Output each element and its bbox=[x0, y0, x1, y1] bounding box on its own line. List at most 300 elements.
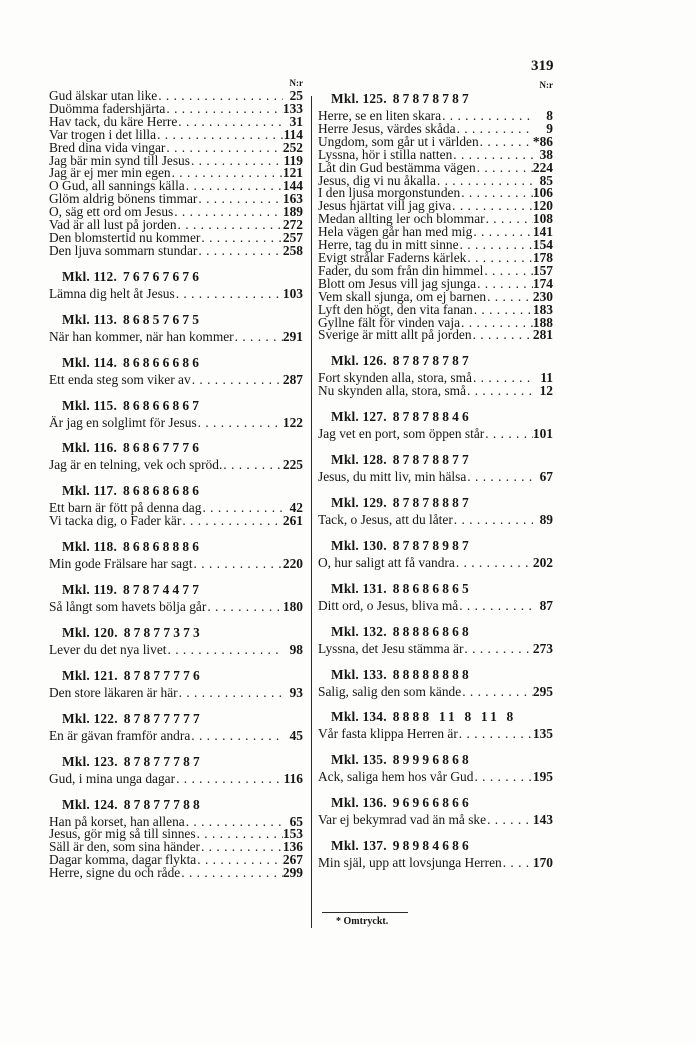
meter-label: Mkl. 128. bbox=[331, 452, 387, 468]
dot-leader bbox=[173, 206, 283, 219]
dot-leader bbox=[197, 245, 283, 258]
meter-digits: 86867776 bbox=[123, 440, 203, 456]
hymn-title: Gud, i mina unga dagar bbox=[49, 770, 176, 786]
meter-section bbox=[318, 625, 555, 656]
meter-heading bbox=[318, 410, 555, 424]
meter-label: Mkl. 133. bbox=[331, 666, 387, 682]
hymn-number: 31 bbox=[289, 113, 303, 129]
dot-leader bbox=[486, 291, 533, 304]
hymn-number: 135 bbox=[532, 726, 553, 742]
hymn-number: 9 bbox=[546, 120, 553, 136]
hymn-number: 267 bbox=[282, 852, 303, 868]
meter-heading bbox=[318, 539, 555, 553]
hymn-number: 257 bbox=[282, 229, 303, 245]
left-sections bbox=[49, 270, 305, 880]
meter-heading bbox=[318, 582, 555, 596]
meter-digits: 89996868 bbox=[392, 752, 472, 768]
meter-section bbox=[49, 484, 305, 528]
hymn-number: 180 bbox=[282, 599, 303, 615]
meter-heading bbox=[49, 270, 305, 284]
dot-leader bbox=[461, 686, 533, 699]
hymn-number: 258 bbox=[282, 242, 303, 258]
hymn-title: Vår fasta klippa Herren är bbox=[318, 726, 458, 742]
dot-leader bbox=[191, 374, 283, 387]
index-entry bbox=[49, 641, 305, 657]
index-entry bbox=[318, 857, 555, 870]
dot-leader bbox=[167, 644, 284, 657]
meter-section bbox=[318, 753, 555, 784]
hymn-title: Ungdom, som går ut i världen bbox=[318, 133, 479, 149]
meter-section bbox=[49, 626, 305, 657]
hymn-title: Så långt som havets bölja går bbox=[49, 599, 207, 615]
hymn-title: Min gode Frälsare har sagt bbox=[49, 556, 193, 572]
meter-section bbox=[318, 354, 555, 398]
hymn-number: 42 bbox=[289, 500, 303, 516]
dot-leader bbox=[206, 601, 283, 614]
hymn-title: Är jag en solglimt för Jesus bbox=[49, 414, 197, 430]
meter-digits: 87877373 bbox=[123, 624, 203, 640]
hymn-number: 106 bbox=[532, 185, 553, 201]
meter-digits: 87878787 bbox=[392, 353, 472, 369]
hymn-title: Var trogen i det lilla bbox=[49, 126, 157, 142]
hymn-title: O, hur saligt att få vandra bbox=[318, 554, 455, 570]
meter-digits: 96966866 bbox=[392, 795, 472, 811]
hymn-number: 188 bbox=[532, 314, 553, 330]
hymn-title: Hav tack, du käre Herre bbox=[49, 113, 178, 129]
index-entry bbox=[49, 727, 305, 743]
index-entry bbox=[49, 414, 305, 430]
hymn-number: 299 bbox=[282, 865, 303, 881]
dot-leader bbox=[234, 331, 283, 344]
index-entry bbox=[49, 684, 305, 700]
footnote-rule bbox=[322, 912, 408, 913]
hymn-number: 45 bbox=[289, 727, 303, 743]
meter-digits: 87874477 bbox=[123, 582, 203, 598]
meter-label: Mkl. 113. bbox=[62, 311, 117, 327]
meter-section bbox=[318, 92, 555, 342]
meter-label: Mkl. 134. bbox=[331, 709, 387, 725]
dot-leader bbox=[157, 90, 283, 103]
hymn-number: 85 bbox=[539, 172, 553, 188]
meter-label: Mkl. 131. bbox=[331, 580, 387, 596]
meter-section bbox=[49, 798, 305, 881]
dot-leader bbox=[196, 828, 283, 841]
meter-label: Mkl. 135. bbox=[331, 752, 387, 768]
hymn-title: Lyssna, hör i stilla natten bbox=[318, 146, 453, 162]
hymn-number: *86 bbox=[532, 133, 553, 149]
dot-leader bbox=[197, 193, 283, 206]
hymn-title: Glöm aldrig bönens timmar bbox=[49, 191, 198, 207]
index-entry bbox=[318, 597, 555, 613]
meter-section bbox=[49, 712, 305, 743]
hymn-number: 189 bbox=[282, 204, 303, 220]
dot-leader bbox=[476, 162, 533, 175]
meter-section bbox=[318, 668, 555, 699]
meter-label: Mkl. 114. bbox=[62, 354, 117, 370]
hymn-title: Ett enda steg som viker av bbox=[49, 371, 191, 387]
hymn-title: Vem skall sjunga, om ej barnen bbox=[318, 288, 487, 304]
index-entry bbox=[49, 328, 305, 344]
dot-leader bbox=[466, 471, 533, 484]
index-entry bbox=[318, 771, 555, 784]
meter-label: Mkl. 116. bbox=[62, 440, 117, 456]
hymn-title: Jesus, dig vi nu åkalla bbox=[318, 172, 436, 188]
hymn-title: Blott om Jesus vill jag sjunga bbox=[318, 275, 477, 291]
meter-digits: 86866686 bbox=[123, 354, 203, 370]
meter-digits: 86868886 bbox=[123, 539, 203, 555]
meter-label: Mkl. 122. bbox=[62, 710, 118, 726]
meter-heading bbox=[49, 755, 305, 769]
dot-leader bbox=[175, 288, 283, 301]
meter-section bbox=[49, 583, 305, 614]
dot-leader bbox=[190, 730, 283, 743]
meter-label: Mkl. 123. bbox=[62, 753, 118, 769]
meter-digits: 87877788 bbox=[123, 796, 203, 812]
meter-digits: 98984686 bbox=[392, 838, 472, 854]
meter-heading bbox=[318, 668, 555, 682]
meter-digits: 88888888 bbox=[392, 666, 472, 682]
index-entry bbox=[318, 471, 555, 484]
meter-section bbox=[49, 399, 305, 430]
hymn-number: 154 bbox=[532, 237, 553, 253]
number-column-heading: N:r bbox=[289, 78, 303, 88]
meter-heading bbox=[49, 313, 305, 327]
meter-section bbox=[318, 582, 555, 613]
meter-section bbox=[318, 839, 555, 870]
meter-section bbox=[49, 669, 305, 700]
hymn-title: Evigt strålar Faderns kärlek bbox=[318, 249, 467, 265]
meter-heading bbox=[318, 354, 555, 368]
hymn-number: 144 bbox=[282, 178, 303, 194]
meter-digits: 87878877 bbox=[392, 452, 472, 468]
hymn-number: 93 bbox=[289, 684, 303, 700]
index-entry bbox=[318, 385, 555, 398]
hymn-number: 122 bbox=[282, 414, 303, 430]
meter-heading bbox=[49, 583, 305, 597]
index-entry bbox=[318, 640, 555, 656]
index-entry bbox=[49, 371, 305, 387]
meter-label: Mkl. 119. bbox=[62, 582, 117, 598]
meter-digits: 8888 11 8 11 8 bbox=[392, 709, 517, 725]
meter-section bbox=[49, 356, 305, 387]
hymn-title: Gud älskar utan like bbox=[49, 88, 158, 103]
index-entry bbox=[49, 515, 305, 528]
dot-leader bbox=[484, 428, 533, 441]
meter-section bbox=[318, 710, 555, 741]
hymn-number: 195 bbox=[532, 769, 553, 785]
meter-section bbox=[318, 453, 555, 484]
meter-heading bbox=[318, 496, 555, 510]
dot-leader bbox=[472, 372, 533, 385]
dot-leader bbox=[473, 304, 533, 317]
dot-leader bbox=[472, 329, 533, 342]
dot-leader bbox=[466, 385, 533, 398]
meter-label: Mkl. 117. bbox=[62, 483, 117, 499]
dot-leader bbox=[483, 265, 533, 278]
hymn-title: Bred dina vida vingar bbox=[49, 139, 166, 155]
meter-section bbox=[318, 539, 555, 570]
hymn-title: Jesus, du mitt liv, min hälsa bbox=[318, 469, 467, 485]
hymn-title: Jag är ej mer min egen bbox=[49, 165, 171, 181]
hymn-number: 183 bbox=[532, 301, 553, 317]
meter-digits: 86866867 bbox=[123, 397, 203, 413]
meter-digits: 87877776 bbox=[123, 667, 203, 683]
hymn-title: Jesus hjärtat vill jag giva bbox=[318, 198, 452, 214]
dot-leader bbox=[458, 600, 533, 613]
hymn-title: När han kommer, när han kommer bbox=[49, 328, 234, 344]
left-column bbox=[49, 76, 305, 880]
meter-label: Mkl. 136. bbox=[331, 795, 387, 811]
meter-heading bbox=[318, 625, 555, 639]
dot-leader bbox=[463, 643, 532, 656]
hymn-title: Ditt ord, o Jesus, bliva må bbox=[318, 597, 459, 613]
hymn-title: Han på korset, han allena bbox=[49, 813, 185, 829]
hymn-number: 103 bbox=[282, 285, 303, 301]
index-entry bbox=[49, 242, 305, 258]
meter-digits: 86857675 bbox=[123, 311, 203, 327]
hymn-title: Jag bär min synd till Jesus bbox=[49, 152, 190, 168]
hymn-title: Fort skynden alla, stora, små bbox=[318, 370, 472, 386]
meter-heading bbox=[49, 540, 305, 554]
hymn-number: 225 bbox=[282, 457, 303, 473]
dot-leader bbox=[180, 867, 283, 880]
meter-heading bbox=[49, 399, 305, 413]
dot-leader bbox=[459, 239, 533, 252]
hymn-title: Dagar komma, dagar flykta bbox=[49, 852, 197, 868]
hymn-title: Jag vet en port, som öppen står bbox=[318, 426, 485, 442]
left-top-list bbox=[49, 90, 305, 258]
meter-label: Mkl. 126. bbox=[331, 353, 387, 369]
index-entry bbox=[318, 728, 555, 741]
hymn-number: 120 bbox=[532, 198, 553, 214]
hymn-title: Duömma fadershjärta bbox=[49, 100, 166, 116]
dot-leader bbox=[185, 180, 283, 193]
hymn-number: 12 bbox=[539, 383, 553, 399]
hymn-number: 101 bbox=[532, 426, 553, 442]
meter-label: Mkl. 132. bbox=[331, 623, 387, 639]
dot-leader bbox=[178, 687, 283, 700]
hymn-title: Var ej bekymrad vad än må ske bbox=[318, 812, 487, 828]
hymn-number: 136 bbox=[282, 839, 303, 855]
hymn-number: 87 bbox=[539, 597, 553, 613]
hymn-number: 133 bbox=[282, 100, 303, 116]
meter-heading bbox=[318, 710, 555, 724]
hymn-title: O Gud, all sannings källa bbox=[49, 178, 185, 194]
dot-leader bbox=[455, 557, 533, 570]
hymn-title: Sverige är mitt allt på jorden bbox=[318, 327, 472, 343]
hymn-title: Jesus, gör mig så till sinnes bbox=[49, 826, 196, 842]
dot-leader bbox=[177, 116, 283, 129]
index-entry bbox=[49, 285, 305, 301]
meter-section bbox=[49, 313, 305, 344]
hymn-title: Säll är den, som sina händer bbox=[49, 839, 200, 855]
meter-heading bbox=[318, 839, 555, 853]
hymn-title: Vad är all lust på jorden bbox=[49, 217, 177, 233]
hymn-title: Herre, tag du in mitt sinne bbox=[318, 237, 459, 253]
hymn-number: 230 bbox=[532, 288, 553, 304]
meter-digits: 87878846 bbox=[392, 409, 472, 425]
meter-digits: 87878887 bbox=[392, 494, 472, 510]
number-column-heading: N:r bbox=[539, 80, 553, 90]
index-entry bbox=[318, 511, 555, 527]
hymn-title: O, säg ett ord om Jesus bbox=[49, 204, 174, 220]
index-entry bbox=[49, 459, 305, 472]
hymn-number: 114 bbox=[283, 126, 303, 142]
hymn-title: Lyft den högt, den vita fanan bbox=[318, 301, 473, 317]
hymn-title: Den ljuva sommarn stundar bbox=[49, 242, 198, 258]
dot-leader bbox=[200, 841, 283, 854]
meter-section bbox=[49, 270, 305, 301]
hymn-number: 202 bbox=[532, 554, 553, 570]
hymn-number: 224 bbox=[532, 159, 553, 175]
meter-label: Mkl. 137. bbox=[331, 838, 387, 854]
dot-leader bbox=[502, 857, 533, 870]
dot-leader bbox=[200, 232, 283, 245]
hymn-number: 116 bbox=[283, 770, 303, 786]
meter-label: Mkl. 124. bbox=[62, 796, 118, 812]
hymn-title: Ack, saliga hem hos vår Gud bbox=[318, 769, 474, 785]
hymn-title: Lyssna, det Jesu stämma är bbox=[318, 640, 464, 656]
hymn-title: Herre, se en liten skara bbox=[318, 108, 442, 123]
hymn-title: Herre, signe du och råde bbox=[49, 865, 181, 881]
hymn-title: Tack, o Jesus, att du låter bbox=[318, 511, 453, 527]
index-entry bbox=[318, 683, 555, 699]
meter-heading bbox=[49, 484, 305, 498]
hymn-title: Lever du det nya livet bbox=[49, 641, 167, 657]
footnote: * Omtryckt. bbox=[336, 916, 389, 927]
meter-label: Mkl. 112. bbox=[62, 268, 117, 284]
hymn-number: 174 bbox=[532, 275, 553, 291]
dot-leader bbox=[171, 167, 283, 180]
dot-leader bbox=[460, 187, 533, 200]
dot-leader bbox=[453, 514, 533, 527]
hymn-number: 108 bbox=[532, 211, 553, 227]
meter-digits: 87877777 bbox=[123, 710, 203, 726]
right-column bbox=[318, 76, 555, 870]
hymn-title: Lämna dig helt åt Jesus bbox=[49, 285, 175, 301]
hymn-number: 153 bbox=[282, 826, 303, 842]
index-entry bbox=[318, 329, 555, 342]
hymn-number: 65 bbox=[289, 813, 303, 829]
hymn-number: 178 bbox=[532, 249, 553, 265]
hymn-title: Låt din Gud bestämma vägen bbox=[318, 159, 476, 175]
dot-leader bbox=[165, 103, 283, 116]
dot-leader bbox=[197, 417, 283, 430]
hymn-title: Gyllne fält för vinden vaja bbox=[318, 314, 461, 330]
meter-heading bbox=[49, 356, 305, 370]
hymn-title: Hela vägen går han med mig bbox=[318, 224, 473, 240]
hymn-number: 141 bbox=[532, 224, 553, 240]
dot-leader bbox=[486, 814, 533, 827]
hymn-number: 272 bbox=[282, 217, 303, 233]
index-entry bbox=[318, 814, 555, 827]
hymn-title: Medan allting ler och blommar bbox=[318, 211, 485, 227]
index-entry bbox=[49, 770, 305, 786]
meter-label: Mkl. 127. bbox=[331, 409, 387, 425]
hymn-title: Den store läkaren är här bbox=[49, 684, 178, 700]
hymn-number: 220 bbox=[282, 556, 303, 572]
dot-leader bbox=[196, 854, 283, 867]
dot-leader bbox=[185, 816, 283, 829]
meter-heading bbox=[49, 798, 305, 812]
hymn-number: 170 bbox=[532, 855, 553, 871]
meter-section bbox=[49, 755, 305, 786]
dot-leader bbox=[201, 502, 283, 515]
hymn-number: 157 bbox=[532, 262, 553, 278]
index-entry bbox=[49, 601, 305, 614]
hymn-number: 252 bbox=[282, 139, 303, 155]
meter-section bbox=[49, 540, 305, 571]
hymn-number: 119 bbox=[283, 152, 303, 168]
hymn-title: I den ljusa morgonstunden bbox=[318, 185, 461, 201]
dot-leader bbox=[181, 515, 283, 528]
hymn-number: 8 bbox=[546, 108, 553, 123]
index-entry bbox=[318, 554, 555, 570]
dot-leader bbox=[156, 129, 283, 142]
meter-digits: 87877787 bbox=[123, 753, 203, 769]
meter-heading bbox=[318, 453, 555, 467]
meter-digits: 88886868 bbox=[392, 623, 472, 639]
meter-heading bbox=[318, 796, 555, 810]
meter-section bbox=[318, 496, 555, 527]
hymn-number: 67 bbox=[539, 469, 553, 485]
meter-label: Mkl. 130. bbox=[331, 537, 387, 553]
hymn-number: 261 bbox=[282, 513, 303, 529]
hymn-number: 291 bbox=[282, 328, 303, 344]
hymn-number: 281 bbox=[532, 327, 553, 343]
meter-heading bbox=[49, 712, 305, 726]
dot-leader bbox=[193, 558, 283, 571]
hymn-title: Jag är en telning, vek och spröd. bbox=[49, 457, 223, 473]
hymn-title: Den blomstertid nu kommer bbox=[49, 229, 201, 245]
meter-digits: 87878987 bbox=[392, 537, 472, 553]
meter-heading bbox=[49, 626, 305, 640]
dot-leader bbox=[222, 459, 283, 472]
hymn-number: 11 bbox=[540, 370, 553, 386]
hymn-title: Vi tacka dig, o Fader kär bbox=[49, 513, 182, 529]
hymn-title: Min själ, upp att lovsjunga Herren bbox=[318, 855, 502, 871]
meter-section bbox=[318, 410, 555, 441]
hymn-title: Herre Jesus, värdes skåda bbox=[318, 120, 456, 136]
meter-digits: 88686865 bbox=[392, 580, 472, 596]
dot-leader bbox=[175, 773, 283, 786]
meter-label: Mkl. 121. bbox=[62, 667, 118, 683]
hymn-title: Salig, salig den som kände bbox=[318, 683, 462, 699]
meter-section bbox=[49, 441, 305, 472]
meter-heading bbox=[318, 92, 555, 106]
hymn-number: 98 bbox=[289, 641, 303, 657]
meter-section bbox=[318, 796, 555, 827]
meter-heading bbox=[49, 441, 305, 455]
index-entry bbox=[49, 867, 305, 880]
right-sections bbox=[318, 92, 555, 870]
meter-label: Mkl. 118. bbox=[62, 539, 117, 555]
hymn-title: Fader, du som från din himmel bbox=[318, 262, 484, 278]
hymn-title: Ett barn är fött på denna dag bbox=[49, 500, 202, 516]
dot-leader bbox=[473, 771, 532, 784]
meter-digits: 87878787 bbox=[392, 91, 472, 106]
hymn-number: 295 bbox=[532, 683, 553, 699]
hymn-number: 143 bbox=[532, 812, 553, 828]
hymn-title: En är gävan framför andra bbox=[49, 727, 191, 743]
meter-label: Mkl. 125. bbox=[331, 91, 387, 106]
hymn-number: 25 bbox=[289, 88, 303, 103]
hymn-number: 273 bbox=[532, 640, 553, 656]
hymn-title: Nu skynden alla, stora, små bbox=[318, 383, 467, 399]
meter-heading bbox=[49, 669, 305, 683]
hymn-number: 121 bbox=[282, 165, 303, 181]
dot-leader bbox=[479, 136, 533, 149]
